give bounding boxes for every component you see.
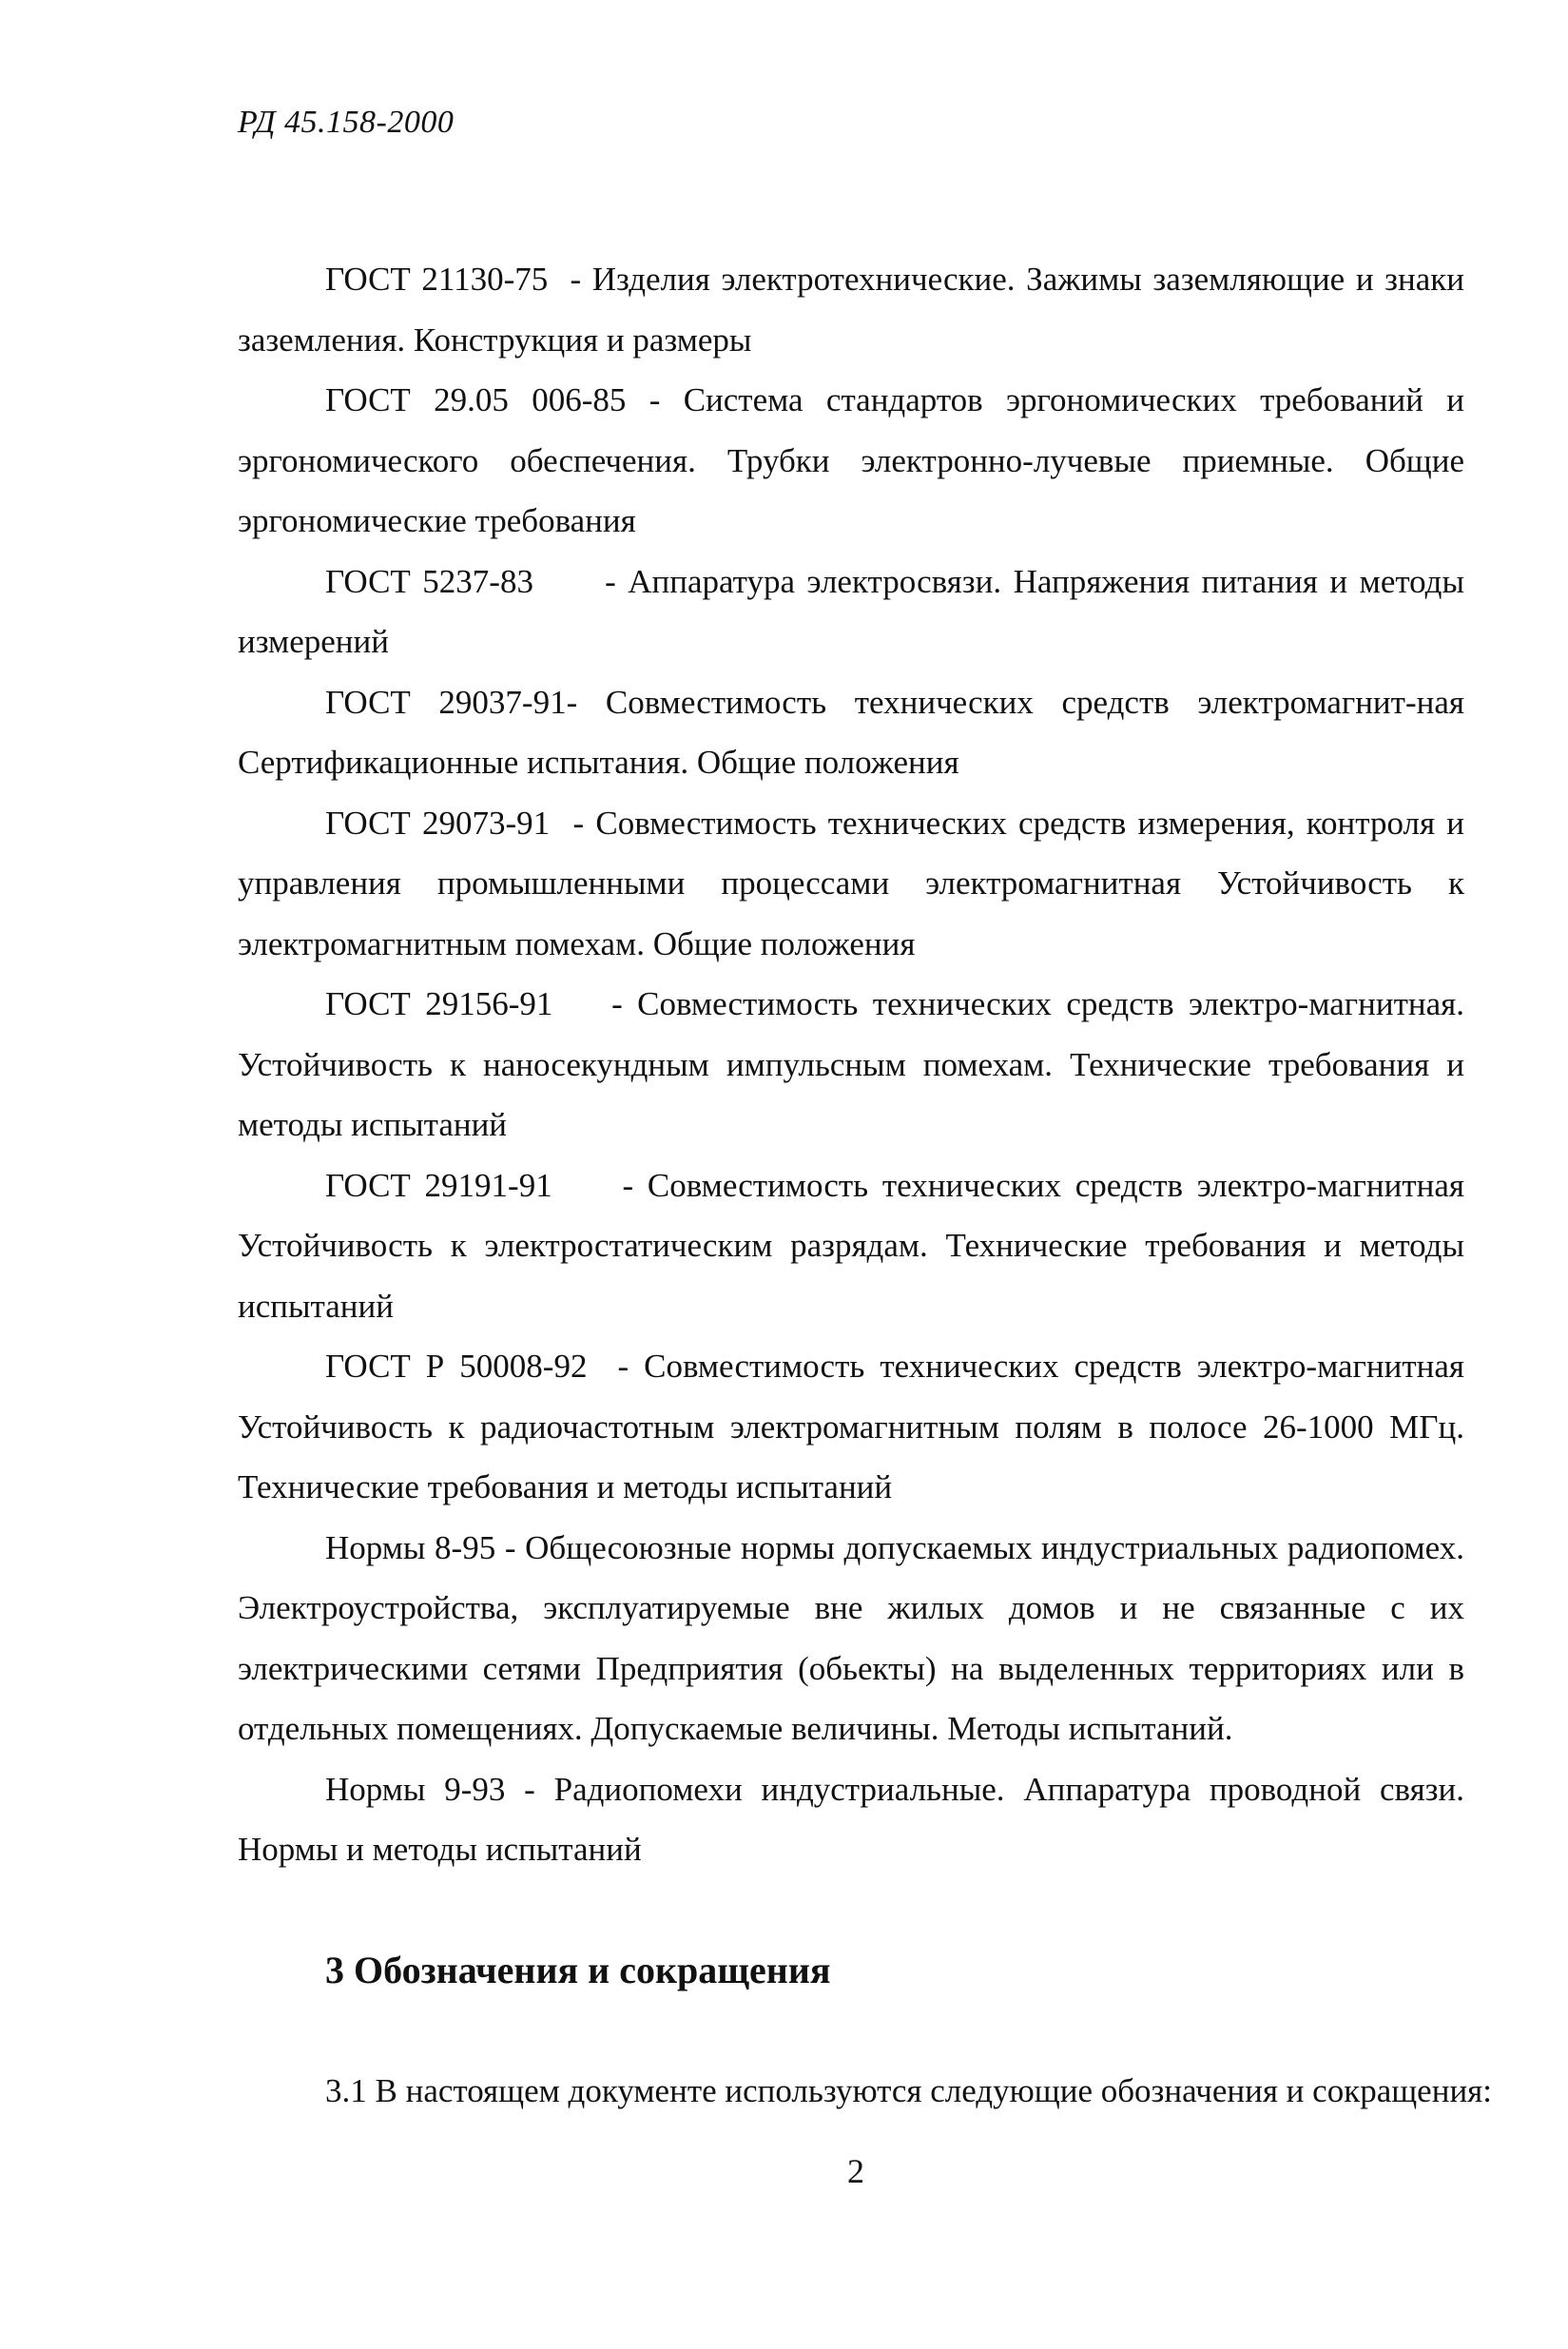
section-heading: 3 Обозначения и сокращения <box>325 1948 831 1991</box>
reference-code: Нормы 9-93 - <box>325 1770 535 1808</box>
reference-entry <box>238 1759 1464 1880</box>
reference-code: ГОСТ 29.05 006-85 - <box>325 381 661 418</box>
reference-title: Радиопомехи индустриальные. Аппаратура проводной связи. Нормы и методы испытаний <box>238 1770 1464 1868</box>
page-number: 2 <box>847 2152 864 2190</box>
reference-code: ГОСТ 29191-91 - <box>325 1166 634 1204</box>
reference-title: Совместимость технических средств электро-магнитная Устойчивость к радиочастотным электромагнитным полям в полосе 26-1000 МГц. Технические требования и методы испытаний <box>238 1348 1464 1505</box>
reference-entry <box>238 1155 1464 1337</box>
reference-title: Совместимость технических средств измерения, контроля и управления промышленными процессами электромагнитная Устойчивость к электромагнитным помехам. Общие положения <box>238 804 1464 962</box>
reference-code: ГОСТ 29037-91- <box>325 683 578 721</box>
reference-title: Общесоюзные нормы допускаемых индустриальных радиопомех. Электроустройства, эксплуатируемые вне жилых домов и не связанные с их электрическими сетями Предприятия (обьекты) на выделенных территориях или в отдельных помещениях. Допускаемые величины. Методы испытаний. <box>238 1528 1464 1747</box>
reference-title: Совместимость технических средств электро-магнитная Устойчивость к электростатическим разрядам. Технические требования и методы испытаний <box>238 1166 1464 1325</box>
reference-code: ГОСТ 29156-91 - <box>325 985 623 1022</box>
document-body <box>238 249 1492 2121</box>
reference-entry <box>238 249 1464 370</box>
reference-code: Нормы 8-95 - <box>325 1528 516 1566</box>
reference-title: Изделия электротехнические. Зажимы заземляющие и знаки заземления. Конструкция и размеры <box>238 261 1464 359</box>
reference-code: ГОСТ 29073-91 - <box>325 804 585 842</box>
reference-code: ГОСТ 21130-75 - <box>325 261 582 298</box>
reference-code: ГОСТ 5237-83 - <box>325 562 616 600</box>
reference-entry <box>238 793 1464 975</box>
reference-title: Совместимость технических средств электромагнит-ная Сертификационные испытания. Общие положения <box>238 683 1464 781</box>
document-code-header: РД 45.158-2000 <box>238 105 455 140</box>
section-intro-paragraph: 3.1 В настоящем документе используются следующие обозначения и сокращения: <box>325 2071 1492 2109</box>
reference-entry <box>238 672 1464 793</box>
reference-title: Система стандартов эргономических требований и эргономического обеспечения. Трубки электронно-лучевые приемные. Общие эргономические требования <box>238 381 1464 539</box>
reference-entry <box>238 370 1464 552</box>
reference-entry <box>238 552 1464 672</box>
reference-entry <box>238 1518 1464 1759</box>
reference-code: ГОСТ Р 50008-92 - <box>325 1348 629 1385</box>
reference-entry <box>238 974 1464 1155</box>
reference-title: Совместимость технических средств электро-магнитная. Устойчивость к наносекундным импульсным помехам. Технические требования и методы испытаний <box>238 985 1464 1143</box>
reference-entry <box>238 1336 1464 1518</box>
reference-title: Аппаратура электросвязи. Напряжения питания и методы измерений <box>238 562 1464 660</box>
